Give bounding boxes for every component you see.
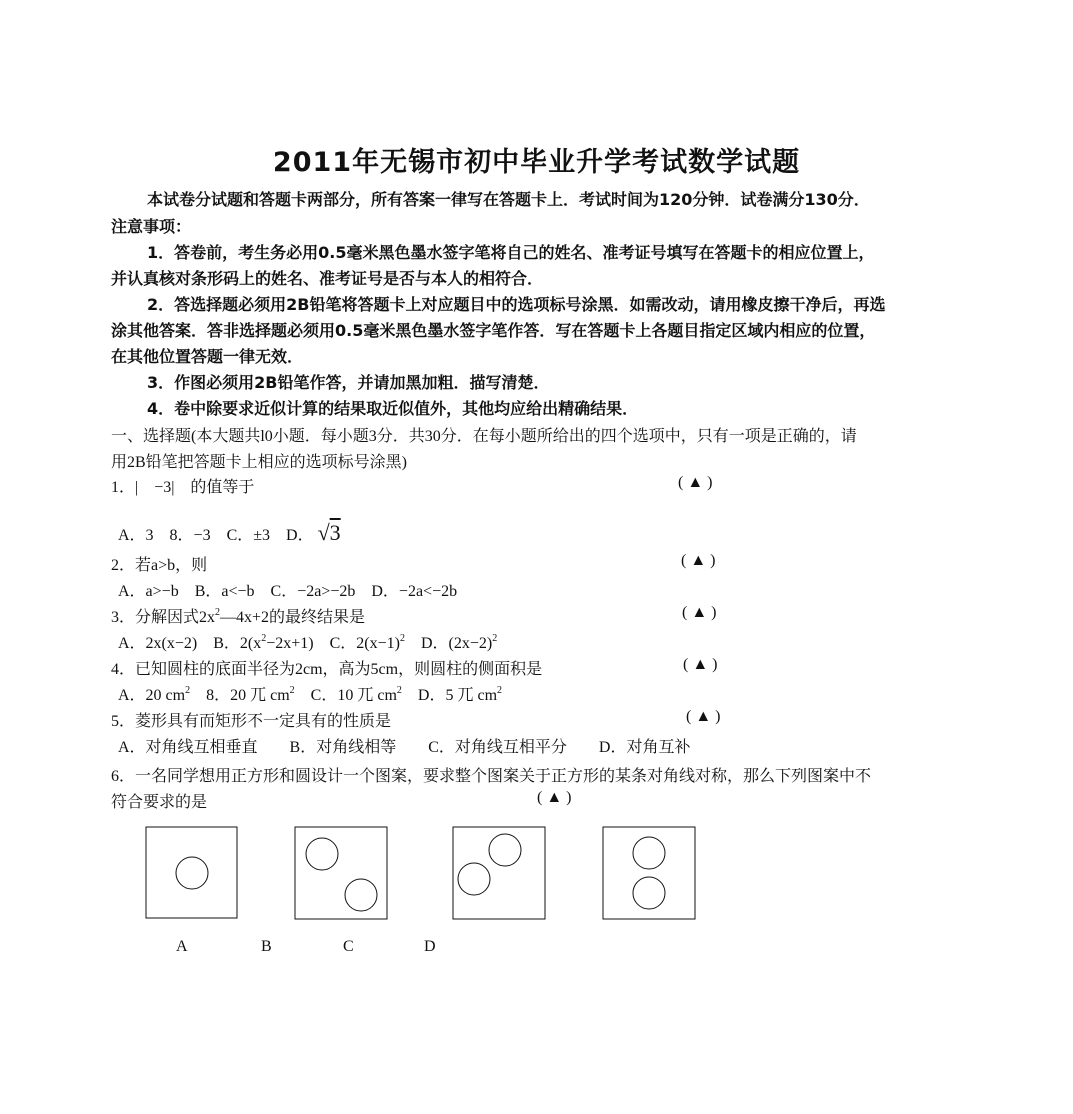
question-4-stem: 4．已知圆柱的底面半径为2cm，高为5cm，则圆柱的侧面积是 — [111, 661, 543, 678]
question-2-stem: 2．若a>b，则 — [111, 557, 208, 574]
note-2-line-2: 涂其他答案．答非选择题必须用0.5毫米黑色墨水签字笔作答．写在答题卡上各题目指定区域内相应的位置， — [111, 321, 876, 340]
question-2-options: A．a>−b B．a<−b C．−2a>−2b D．−2a<−2b — [118, 583, 458, 600]
note-4: 4．卷中除要求近似计算的结果取近似值外，其他均应给出精确结果． — [147, 399, 639, 418]
question-6-answer-mark: ( ▲ ) — [537, 789, 572, 806]
question-4-answer-mark: ( ▲ ) — [683, 656, 718, 673]
figure-c-square — [453, 827, 545, 919]
note-1-line-1: 1．答卷前，考生务必用0.5毫米黑色墨水签字笔将自己的姓名、准考证号填写在答题卡的相应位置上， — [147, 243, 875, 262]
figure-b — [295, 827, 388, 920]
question-4-option-d: D．5 兀 cm — [401, 687, 498, 704]
figure-label-c: C — [343, 938, 354, 955]
figure-c-circle-1 — [489, 834, 521, 866]
figure-label-d: D — [424, 938, 436, 955]
figure-a — [146, 827, 238, 919]
question-3-exponent-1: 2 — [261, 633, 267, 644]
question-3-answer-mark: ( ▲ ) — [682, 604, 717, 621]
question-4-exponent-d: 2 — [497, 685, 503, 696]
question-4-option-c: C．10 兀 cm — [294, 687, 397, 704]
question-4-exponent-a: 2 — [185, 685, 191, 696]
question-3-option-c: D．(2x−2) — [404, 635, 493, 652]
figure-label-b: B — [261, 938, 272, 955]
question-1-stem: 1．| −3| 的值等于 — [111, 479, 255, 496]
section-heading-line-1: 一、选择题(本大题共l0小题．每小题3分．共30分．在每小题所给出的四个选项中，只有一项是正确的，请 — [111, 428, 857, 445]
note-2-line-1: 2．答选择题必须用2B铅笔将答题卡上对应题目中的选项标号涂黑．如需改动，请用橡皮擦干净后，再选 — [147, 295, 886, 314]
sqrt-expression: √3 — [317, 520, 341, 545]
notes-heading: 注意事项： — [111, 217, 192, 236]
question-5-options: A．对角线互相垂直 B．对角线相等 C．对角线互相平分 D．对角互补 — [118, 739, 691, 756]
question-5-answer-mark: ( ▲ ) — [686, 708, 721, 725]
figure-d-circle-2 — [633, 877, 665, 909]
figure-c-circle-2 — [458, 863, 490, 895]
question-3-option-b: −2x+1) C．2(x−1) — [266, 635, 400, 652]
question-6-line-1: 6．一名同学想用正方形和圆设计一个图案，要求整个图案关于正方形的某条对角线对称，那么下列图案中不 — [111, 768, 872, 785]
question-3-options — [118, 630, 497, 653]
figure-d-circle-1 — [633, 837, 665, 869]
question-3-exponent-2: 2 — [399, 633, 405, 644]
question-3-stem — [111, 604, 365, 627]
question-4-option-b: 8．20 兀 cm — [190, 687, 290, 704]
question-4-option-a: A．20 cm — [118, 687, 186, 704]
question-4-exponent-b: 2 — [289, 685, 295, 696]
question-1-options — [118, 520, 341, 546]
sqrt-radicand: 3 — [329, 520, 341, 545]
figure-b-circle-2 — [345, 879, 377, 911]
figure-label-a: A — [176, 938, 188, 955]
question-2-answer-mark: ( ▲ ) — [681, 552, 716, 569]
question-4-options — [118, 682, 502, 705]
question-4-exponent-c: 2 — [396, 685, 402, 696]
question-1-options-text: A．3 8．−3 C．±3 D． — [118, 527, 314, 544]
note-1-line-2: 并认真核对条形码上的姓名、准考证号是否与本人的相符合． — [111, 269, 544, 288]
question-3-stem-a: 3．分解因式2x — [111, 609, 216, 626]
question-3-option-a: A．2x(x−2) B．2(x — [118, 635, 262, 652]
question-1-answer-mark: ( ▲ ) — [678, 474, 713, 491]
question-5-stem: 5．菱形具有而矩形不一定具有的性质是 — [111, 713, 392, 730]
figure-a-circle — [176, 857, 208, 889]
note-2-line-3: 在其他位置答题一律无效． — [111, 347, 304, 366]
figure-d — [603, 827, 696, 920]
intro-text: 本试卷分试题和答题卡两部分，所有答案一律写在答题卡上．考试时间为120分钟．试卷满分130分． — [147, 190, 870, 209]
question-6-line-2: 符合要求的是 — [111, 794, 208, 811]
figure-c — [453, 827, 546, 920]
question-3-exponent-3: 2 — [492, 633, 498, 644]
figure-b-circle-1 — [306, 838, 338, 870]
note-3: 3．作图必须用2B铅笔作答，并请加黑加粗．描写清楚． — [147, 373, 550, 392]
question-3-stem-exponent: 2 — [215, 607, 221, 618]
section-heading-line-2: 用2B铅笔把答题卡上相应的选项标号涂黑) — [111, 454, 408, 471]
figure-d-square — [603, 827, 695, 919]
question-3-stem-b: —4x+2的最终结果是 — [220, 609, 366, 626]
page-title: 2011年无锡市初中毕业升学考试数学试题 — [272, 147, 801, 178]
figure-a-square — [146, 827, 237, 918]
